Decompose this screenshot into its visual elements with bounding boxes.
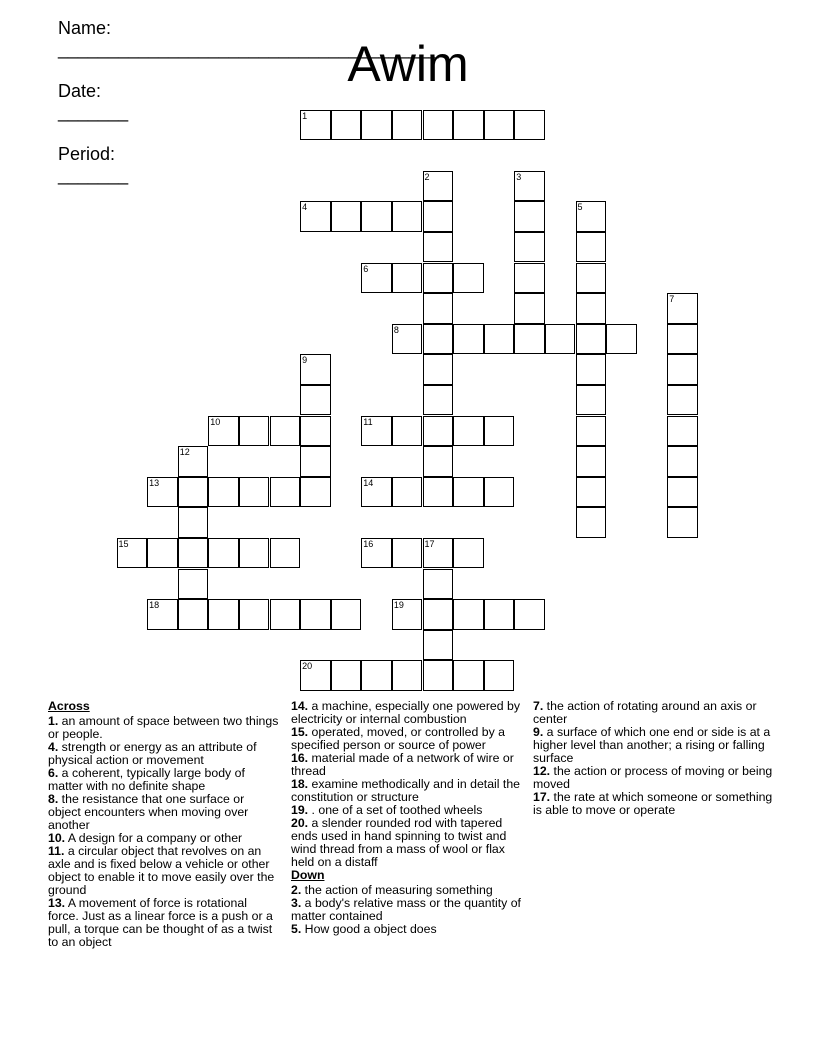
grid-cell[interactable]: [667, 385, 698, 416]
grid-cell[interactable]: [178, 446, 209, 477]
grid-cell[interactable]: [514, 110, 545, 141]
across-heading: Across: [48, 699, 90, 713]
grid-cell[interactable]: [576, 293, 607, 324]
clue-across-1: 1. an amount of space between two things or people.: [48, 714, 279, 741]
clue-across-19: 19. . one of a set of toothed wheels: [291, 803, 483, 817]
grid-cell[interactable]: [300, 416, 331, 447]
grid-cell[interactable]: [606, 324, 637, 355]
clue-number: 9: [302, 355, 308, 366]
clue-number: 12: [179, 447, 190, 458]
grid-cell[interactable]: [576, 354, 607, 385]
period-field[interactable]: _______: [58, 165, 129, 185]
clue-number: 6: [363, 263, 369, 274]
grid-cell[interactable]: [576, 446, 607, 477]
grid-cell[interactable]: [270, 416, 301, 447]
grid-cell[interactable]: [300, 354, 331, 385]
grid-cell[interactable]: [484, 477, 515, 508]
clue-across-20: 20. a slender rounded rod with tapered ends used in hand spinning to twist and wind thread from a mass of wool or flax held on a distaff: [291, 816, 507, 869]
clue-number: 14: [363, 477, 374, 488]
date-field[interactable]: _______: [58, 102, 129, 122]
date-label: Date:: [58, 81, 102, 101]
grid-cell[interactable]: [484, 416, 515, 447]
clue-number: 3: [516, 171, 522, 182]
grid-cell[interactable]: [453, 599, 484, 630]
grid-cell[interactable]: [208, 477, 239, 508]
grid-cell[interactable]: [667, 354, 698, 385]
grid-cell[interactable]: [270, 538, 301, 569]
grid-cell[interactable]: [208, 599, 239, 630]
grid-cell[interactable]: [423, 569, 454, 600]
grid-cell[interactable]: [300, 385, 331, 416]
grid-cell[interactable]: [208, 416, 239, 447]
clue-down-2: 2. the action of measuring something: [291, 883, 493, 897]
grid-cell[interactable]: [453, 263, 484, 294]
grid-cell[interactable]: [423, 416, 454, 447]
grid-cell[interactable]: [361, 477, 392, 508]
grid-cell[interactable]: [423, 538, 454, 569]
grid-cell[interactable]: [514, 599, 545, 630]
grid-cell[interactable]: [484, 660, 515, 691]
grid-cell[interactable]: [300, 477, 331, 508]
grid-cell[interactable]: [392, 263, 423, 294]
grid-cell[interactable]: [514, 324, 545, 355]
grid-cell[interactable]: [514, 263, 545, 294]
grid-cell[interactable]: [361, 660, 392, 691]
grid-cell[interactable]: [300, 599, 331, 630]
grid-cell[interactable]: [514, 171, 545, 202]
grid-cell[interactable]: [576, 507, 607, 538]
grid-cell[interactable]: [361, 263, 392, 294]
grid-cell[interactable]: [423, 354, 454, 385]
grid-cell[interactable]: [667, 324, 698, 355]
grid-cell[interactable]: [423, 477, 454, 508]
clue-number: 4: [302, 202, 308, 213]
grid-cell[interactable]: [423, 171, 454, 202]
grid-cell[interactable]: [514, 232, 545, 263]
clue-number: 18: [149, 600, 160, 611]
grid-cell[interactable]: [423, 232, 454, 263]
grid-cell[interactable]: [331, 660, 362, 691]
grid-cell[interactable]: [392, 660, 423, 691]
clue-number: 11: [363, 416, 373, 427]
name-field[interactable]: ______________________________________: [58, 39, 439, 59]
clue-down-3: 3. a body's relative mass or the quantity of matter contained: [291, 896, 521, 923]
clue-across-8: 8. the resistance that one surface or object encounters when moving over another: [48, 792, 249, 832]
grid-cell[interactable]: [453, 416, 484, 447]
grid-cell[interactable]: [453, 324, 484, 355]
grid-cell[interactable]: [576, 385, 607, 416]
grid-cell[interactable]: [423, 630, 454, 661]
name-label: Name:: [58, 18, 112, 38]
grid-cell[interactable]: [331, 110, 362, 141]
grid-cell[interactable]: [423, 293, 454, 324]
period-label: Period:: [58, 144, 116, 164]
grid-cell[interactable]: [300, 446, 331, 477]
grid-cell[interactable]: [147, 538, 178, 569]
clue-down-5: 5. How good a object does: [291, 922, 437, 936]
grid-cell[interactable]: [453, 110, 484, 141]
grid-cell[interactable]: [392, 416, 423, 447]
grid-cell[interactable]: [300, 660, 331, 691]
clue-number: 7: [669, 294, 675, 305]
grid-cell[interactable]: [270, 477, 301, 508]
grid-cell[interactable]: [208, 538, 239, 569]
grid-cell[interactable]: [453, 538, 484, 569]
clue-down-17: 17. the rate at which someone or something is able to move or operate: [533, 790, 773, 817]
clues-column-2: [291, 700, 523, 936]
grid-cell[interactable]: [239, 477, 270, 508]
grid-cell[interactable]: [178, 477, 209, 508]
grid-cell[interactable]: [423, 324, 454, 355]
clue-down-12: 12. the action or process of moving or being moved: [533, 764, 773, 791]
grid-cell[interactable]: [423, 446, 454, 477]
grid-cell[interactable]: [423, 263, 454, 294]
grid-cell[interactable]: [667, 507, 698, 538]
clues-column-1: [48, 700, 280, 949]
clue-number: 5: [577, 202, 583, 213]
grid-cell[interactable]: [423, 385, 454, 416]
clue-number: 13: [149, 477, 160, 488]
grid-cell[interactable]: [239, 416, 270, 447]
clue-across-10: 10. A design for a company or other: [48, 831, 243, 845]
clue-across-15: 15. operated, moved, or controlled by a specified person or source of power: [291, 725, 505, 752]
grid-cell[interactable]: [361, 416, 392, 447]
clue-number: 10: [210, 416, 221, 427]
clue-number: 19: [393, 600, 404, 611]
grid-cell[interactable]: [667, 293, 698, 324]
down-heading: Down: [291, 868, 325, 882]
grid-cell[interactable]: [117, 538, 148, 569]
grid-cell[interactable]: [178, 538, 209, 569]
grid-cell[interactable]: [392, 477, 423, 508]
grid-cell[interactable]: [484, 324, 515, 355]
clue-across-16: 16. material made of a network of wire or thread: [291, 751, 514, 778]
clue-number: 15: [118, 538, 129, 549]
grid-cell[interactable]: [423, 201, 454, 232]
grid-cell[interactable]: [484, 110, 515, 141]
grid-cell[interactable]: [453, 477, 484, 508]
grid-cell[interactable]: [361, 201, 392, 232]
grid-cell[interactable]: [392, 538, 423, 569]
clue-number: 16: [363, 538, 374, 549]
grid-cell[interactable]: [392, 599, 423, 630]
grid-cell[interactable]: [484, 599, 515, 630]
grid-cell[interactable]: [239, 599, 270, 630]
grid-cell[interactable]: [667, 477, 698, 508]
grid-cell[interactable]: [300, 201, 331, 232]
grid-cell[interactable]: [392, 324, 423, 355]
grid-cell[interactable]: [178, 507, 209, 538]
grid-cell[interactable]: [178, 569, 209, 600]
clue-number: 20: [302, 661, 313, 672]
clue-across-11: 11. a circular object that revolves on an axle and is fixed below a vehicle or other object to enable it to move easily over the ground: [48, 844, 275, 897]
grid-cell[interactable]: [576, 201, 607, 232]
grid-cell[interactable]: [392, 110, 423, 141]
grid-cell[interactable]: [514, 201, 545, 232]
grid-cell[interactable]: [331, 599, 362, 630]
grid-cell[interactable]: [423, 599, 454, 630]
clue-across-13: 13. A movement of force is rotational force. Just as a linear force is a push or a pull, a torque can be thought of as a twist to an object: [48, 896, 273, 949]
puzzle-title: Awim: [347, 36, 469, 92]
grid-cell[interactable]: [147, 477, 178, 508]
grid-cell[interactable]: [453, 660, 484, 691]
clue-down-9: 9. a surface of which one end or side is at a higher level than another; a rising or falling surface: [533, 725, 771, 765]
grid-cell[interactable]: [147, 599, 178, 630]
clue-across-6: 6. a coherent, typically large body of matter with no definite shape: [48, 766, 245, 793]
clue-across-4: 4. strength or energy as an attribute of physical action or movement: [48, 740, 257, 767]
clues-column-3: [533, 700, 783, 817]
grid-cell[interactable]: [576, 232, 607, 263]
clue-across-18: 18. examine methodically and in detail the constitution or structure: [291, 777, 521, 804]
grid-cell[interactable]: [300, 110, 331, 141]
grid-cell[interactable]: [667, 446, 698, 477]
grid-cell[interactable]: [270, 599, 301, 630]
clue-number: 2: [424, 171, 430, 182]
grid-cell[interactable]: [667, 416, 698, 447]
grid-cell[interactable]: [545, 324, 576, 355]
clue-down-7: 7. the action of rotating around an axis or center: [533, 699, 757, 726]
grid-cell[interactable]: [576, 416, 607, 447]
grid-cell[interactable]: [423, 660, 454, 691]
grid-cell[interactable]: [576, 324, 607, 355]
grid-cell[interactable]: [178, 599, 209, 630]
grid-cell[interactable]: [361, 538, 392, 569]
clue-number: 8: [393, 324, 399, 335]
clue-number: 1: [302, 110, 308, 121]
grid-cell[interactable]: [361, 110, 392, 141]
clue-number: 17: [424, 538, 435, 549]
grid-cell[interactable]: [392, 201, 423, 232]
clue-across-14: 14. a machine, especially one powered by electricity or internal combustion: [291, 699, 521, 726]
grid-cell[interactable]: [331, 201, 362, 232]
grid-cell[interactable]: [239, 538, 270, 569]
grid-cell[interactable]: [514, 293, 545, 324]
grid-cell[interactable]: [576, 477, 607, 508]
grid-cell[interactable]: [576, 263, 607, 294]
grid-cell[interactable]: [423, 110, 454, 141]
